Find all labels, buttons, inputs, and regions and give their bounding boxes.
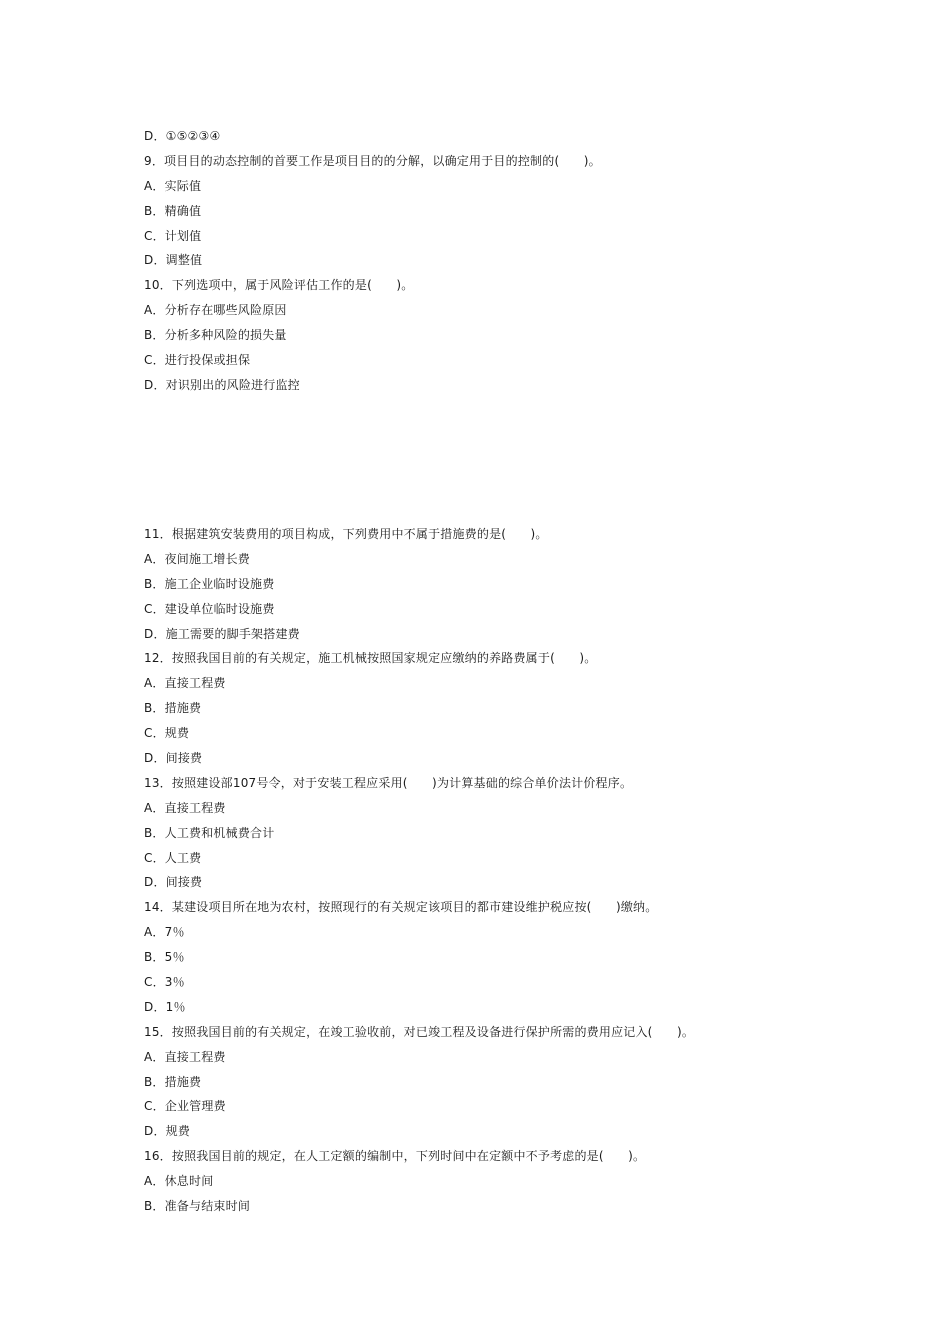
option-b-q15: B．措施费 [144,1074,202,1089]
option-c-q15: C．企业管理费 [144,1099,226,1114]
question-block-top [144,124,844,398]
option-a-q12: A．直接工程费 [144,676,226,691]
option-d-q14: D．1％ [144,999,186,1014]
question-10: 10．下列选项中，属于风险评估工作的是( )。 [144,278,414,293]
option-b-q10: B．分析多种风险的损失量 [144,328,287,343]
option-c-q13: C．人工费 [144,850,202,865]
option-b-q9: B．精确值 [144,203,202,218]
option-c-q12: C．规费 [144,726,190,741]
question-16: 16．按照我国目前的规定，在人工定额的编制中，下列时间中在定额中不予考虑的是( )。 [144,1149,646,1164]
question-14: 14．某建设项目所在地为农村，按照现行的有关规定该项目的都市建设维护税应按( )缴纳。 [144,900,658,915]
option-c-q11: C．建设单位临时设施费 [144,601,275,616]
option-d-q12: D．间接费 [144,751,203,766]
question-12: 12．按照我国目前的有关规定，施工机械按照国家规定应缴纳的养路费属于( )。 [144,651,597,666]
question-block-bottom [144,522,844,1219]
option-b-q11: B．施工企业临时设施费 [144,576,275,591]
option-b-q16: B．准备与结束时间 [144,1199,251,1214]
option-c-q10: C．进行投保或担保 [144,353,251,368]
option-a-q13: A．直接工程费 [144,800,226,815]
option-c-q14: C．3％ [144,975,185,990]
option-d-q8: D．①⑤②③④ [144,129,221,143]
question-9: 9．项目目的动态控制的首要工作是项目目的的分解，以确定用于目的控制的( )。 [144,153,601,168]
option-a-q11: A．夜间施工增长费 [144,551,251,566]
question-13: 13．按照建设部107号令，对于安装工程应采用( )为计算基础的综合单价法计价程序。 [144,775,633,790]
option-d-q9: D．调整值 [144,253,203,268]
question-11: 11．根据建筑安装费用的项目构成，下列费用中不属于措施费的是( )。 [144,527,548,541]
option-a-q14: A．7％ [144,925,185,940]
option-b-q14: B．5％ [144,950,185,965]
option-d-q15: D．规费 [144,1124,191,1139]
option-a-q10: A．分析存在哪些风险原因 [144,303,287,318]
option-b-q12: B．措施费 [144,701,202,716]
option-a-q9: A．实际值 [144,178,202,193]
question-15: 15．按照我国目前的有关规定，在竣工验收前，对已竣工程及设备进行保护所需的费用应记入( )。 [144,1024,695,1039]
option-a-q15: A．直接工程费 [144,1049,226,1064]
option-d-q10: D．对识别出的风险进行监控 [144,377,300,392]
option-c-q9: C．计划值 [144,228,202,243]
option-b-q13: B．人工费和机械费合计 [144,825,275,840]
option-d-q11: D．施工需要的脚手架搭建费 [144,626,300,641]
option-d-q13: D．间接费 [144,875,203,890]
option-a-q16: A．休息时间 [144,1174,214,1189]
